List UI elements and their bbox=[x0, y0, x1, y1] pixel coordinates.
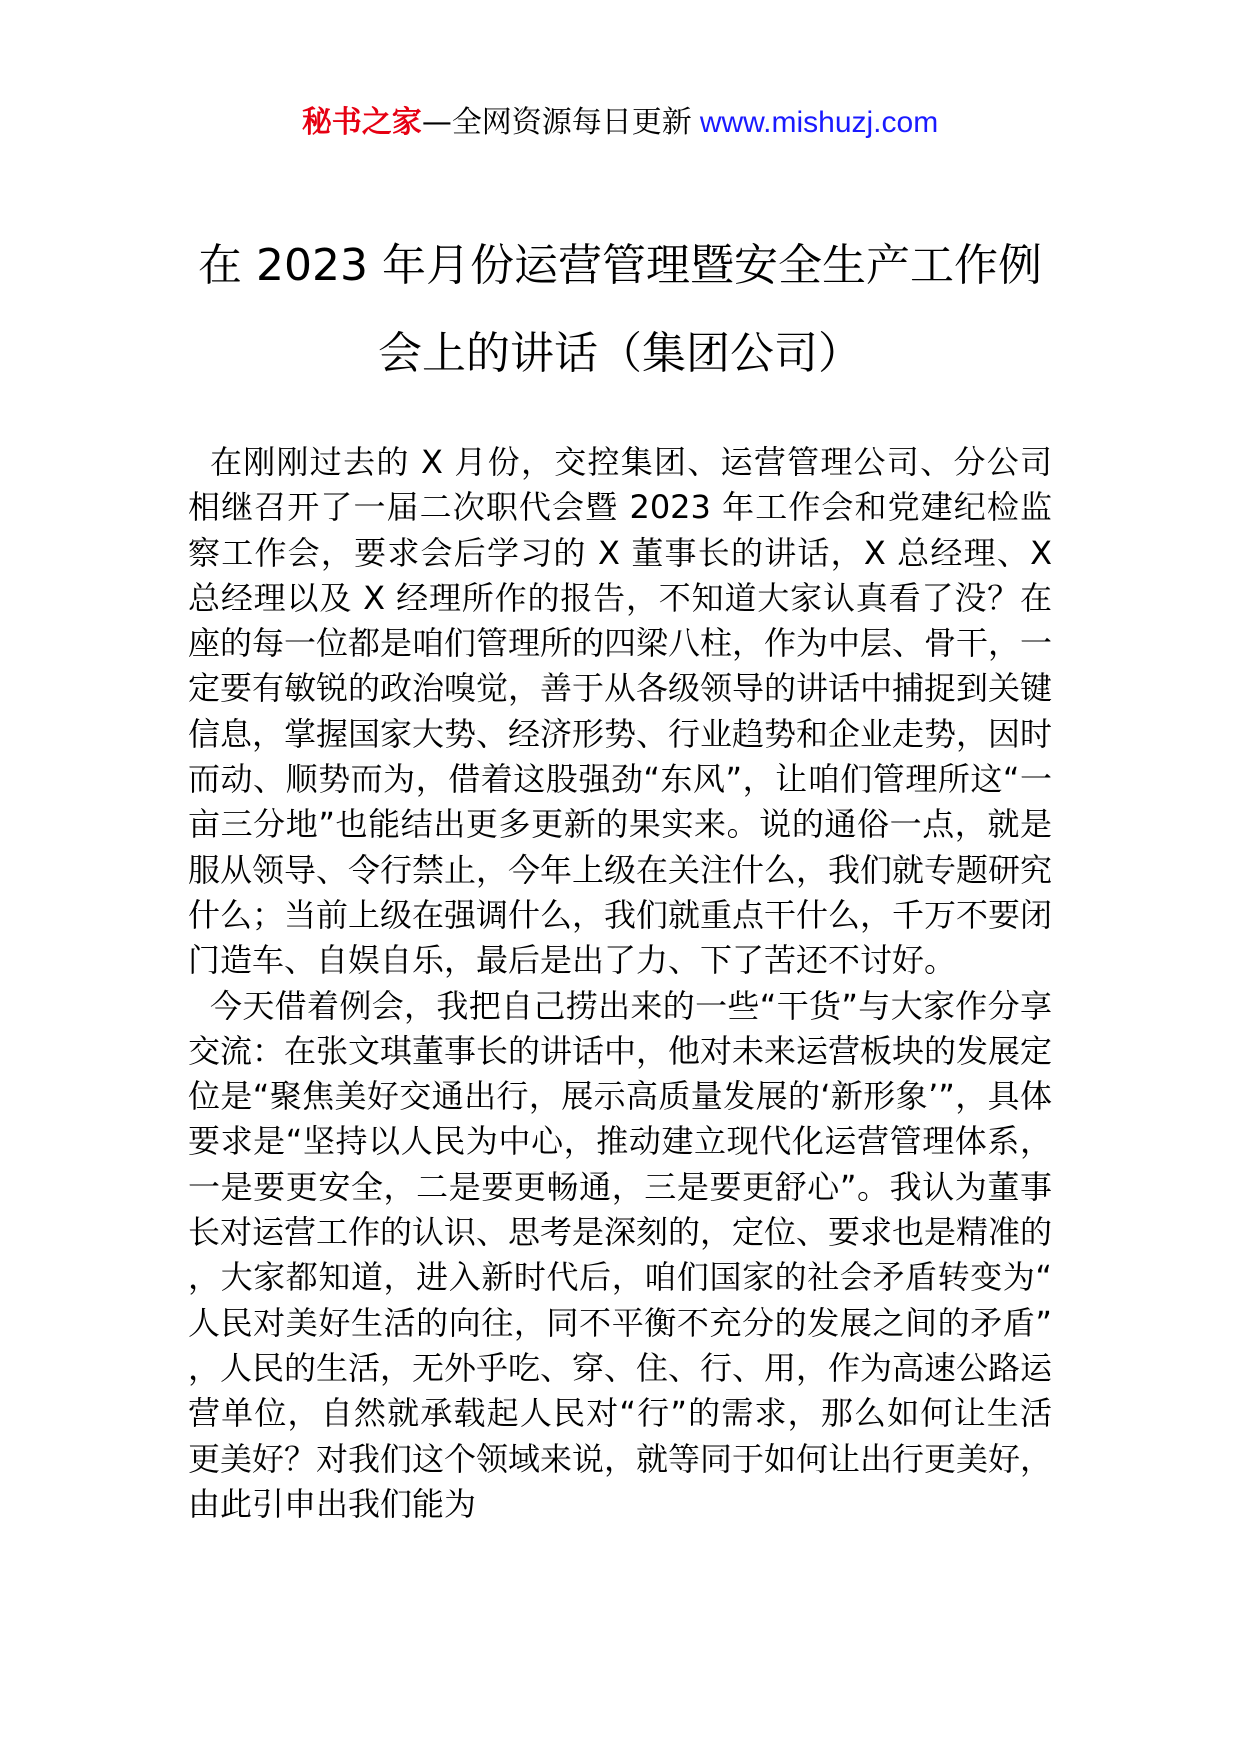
title-line-2: 会上的讲话（集团公司） bbox=[378, 328, 862, 379]
body-paragraph-1: 在刚刚过去的 X 月份，交控集团、运营管理公司、分公司相继召开了一届二次职代会暨 2023 年工作会和党建纪检监察工作会，要求会后学习的 X 董事长的讲话，X 总经理、X 总经理以及 X 经理所作的报告，不知道大家认真看了没？在座的每一位都是咱们管理所的四梁八柱，作为中层、骨干，一定要有敏锐的政治嗅觉，善于从各级领导的讲话中捕捉到关键信息，掌握国家大势、经济形势、行业趋势和企业走势，因时而动、顺势而为，借着这股强劲“东风”，让咱们管理所这“一亩三分地”也能结出更多更新的果实来。说的通俗一点，就是服从领导、令行禁止，今年上级在关注什么，我们就专题研究什么；当前上级在强调什么，我们就重点干什么，千万不要闭门造车、自娱自乐，最后是出了力、下了苦还不讨好。 bbox=[188, 443, 1053, 980]
brand-name: 秘书之家 bbox=[301, 105, 422, 140]
site-url-link[interactable]: www.mishuzj.com bbox=[699, 106, 939, 139]
title-line-1: 在 2023 年月份运营管理暨安全生产工作例 bbox=[198, 240, 1042, 291]
document-body bbox=[188, 440, 1052, 1527]
body-paragraph-2: 今天借着例会，我把自己捞出来的一些“干货”与大家作分享交流：在张文琪董事长的讲话中，他对未来运营板块的发展定位是“聚焦美好交通出行，展示高质量发展的‘新形象’”，具体要求是“坚持以人民为中心，推动建立现代化运营管理体系，一是要更安全，二是要更畅通，三是要更舒心”。我认为董事长对运营工作的认识、思考是深刻的，定位、要求也是精准的，大家都知道，进入新时代后，咱们国家的社会矛盾转变为“人民对美好生活的向往，同不平衡不充分的发展之间的矛盾”，人民的生活，无外乎吃、穿、住、行、用，作为高速公路运营单位，自然就承载起人民对“行”的需求，那么如何让生活更美好？对我们这个领域来说，就等同于如何让出行更美好，由此引申出我们能为 bbox=[188, 986, 1053, 1523]
document-title bbox=[140, 222, 1100, 398]
site-header bbox=[0, 98, 1240, 148]
header-tagline: —全网资源每日更新 bbox=[421, 105, 692, 140]
